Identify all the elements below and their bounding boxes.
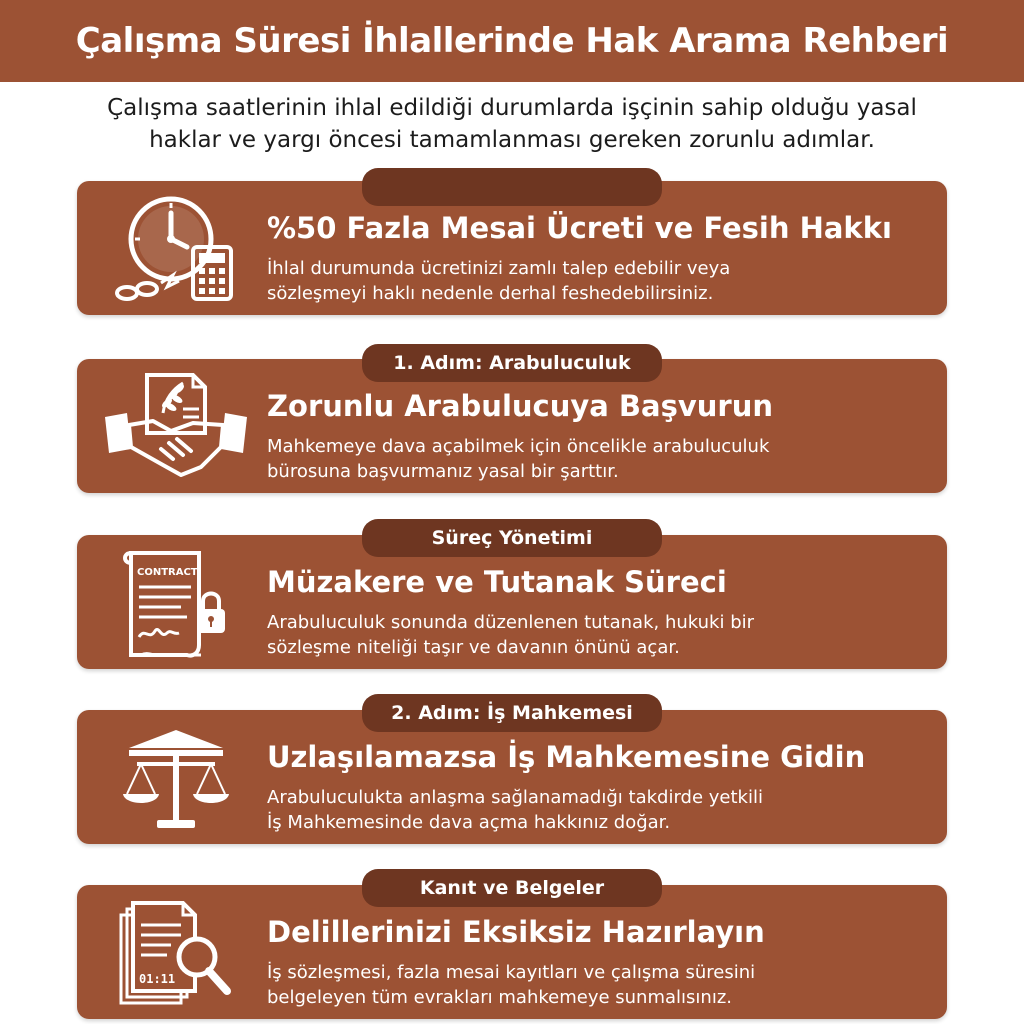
card-description-line: Arabuluculukta anlaşma sağlanamadığı takdirde yetkili — [267, 787, 763, 808]
card-description-line: İş sözleşmesi, fazla mesai kayıtları ve çalışma süresini — [267, 962, 756, 983]
card-pill-step-2: 2. Adım: İş Mahkemesi — [362, 694, 662, 732]
card-description — [267, 256, 937, 306]
card-description — [267, 785, 937, 835]
card-title: Müzakere ve Tutanak Süreci — [267, 565, 727, 599]
subtitle-line-2: haklar ve yargı öncesi tamamlanması gereken zorunlu adımlar. — [149, 127, 875, 153]
card-description-line: İhlal durumunda ücretinizi zamlı talep edebilir veya — [267, 258, 731, 279]
contract-lock-icon — [101, 545, 251, 659]
page-header — [0, 0, 1024, 82]
card-description — [267, 434, 937, 484]
contract-icon-label: CONTRACT — [137, 567, 198, 578]
card-pill-step-1: 1. Adım: Arabuluculuk — [362, 344, 662, 382]
card-description-line: bürosuna başvurmanız yasal bir şarttır. — [267, 461, 619, 482]
card-description — [267, 960, 937, 1010]
card-pill-evidence: Kanıt ve Belgeler — [362, 869, 662, 907]
card-pill-empty — [362, 168, 662, 206]
time-record-icon-label: 01:11 — [139, 972, 176, 986]
card-title: %50 Fazla Mesai Ücreti ve Fesih Hakkı — [267, 211, 892, 245]
handshake-document-icon — [101, 369, 251, 483]
card-description-line: sözleşme niteliği taşır ve davanın önünü açar. — [267, 637, 680, 658]
page-title: Çalışma Süresi İhlallerinde Hak Arama Rehberi — [75, 21, 949, 61]
scales-of-justice-icon — [101, 720, 251, 834]
subtitle-line-1: Çalışma saatlerinin ihlal edildiği durumlarda işçinin sahip olduğu yasal — [107, 95, 917, 121]
card-title: Uzlaşılamazsa İş Mahkemesine Gidin — [267, 740, 866, 774]
card-title: Delillerinizi Eksiksiz Hazırlayın — [267, 915, 765, 949]
clock-calculator-icon — [101, 191, 251, 305]
card-description-line: İş Mahkemesinde dava açma hakkınız doğar. — [267, 812, 671, 833]
card-title: Zorunlu Arabulucuya Başvurun — [267, 389, 774, 423]
card-description-line: belgeleyen tüm evrakları mahkemeye sunmalısınız. — [267, 987, 732, 1008]
card-pill-process: Süreç Yönetimi — [362, 519, 662, 557]
page-subtitle — [40, 92, 984, 156]
card-description-line: Mahkemeye dava açabilmek için öncelikle arabuluculuk — [267, 436, 770, 457]
card-description — [267, 610, 937, 660]
card-description-line: Arabuluculuk sonunda düzenlenen tutanak, hukuki bir — [267, 612, 755, 633]
documents-magnifier-icon — [101, 895, 251, 1009]
card-description-line: sözleşmeyi haklı nedenle derhal feshedebilirsiniz. — [267, 283, 714, 304]
